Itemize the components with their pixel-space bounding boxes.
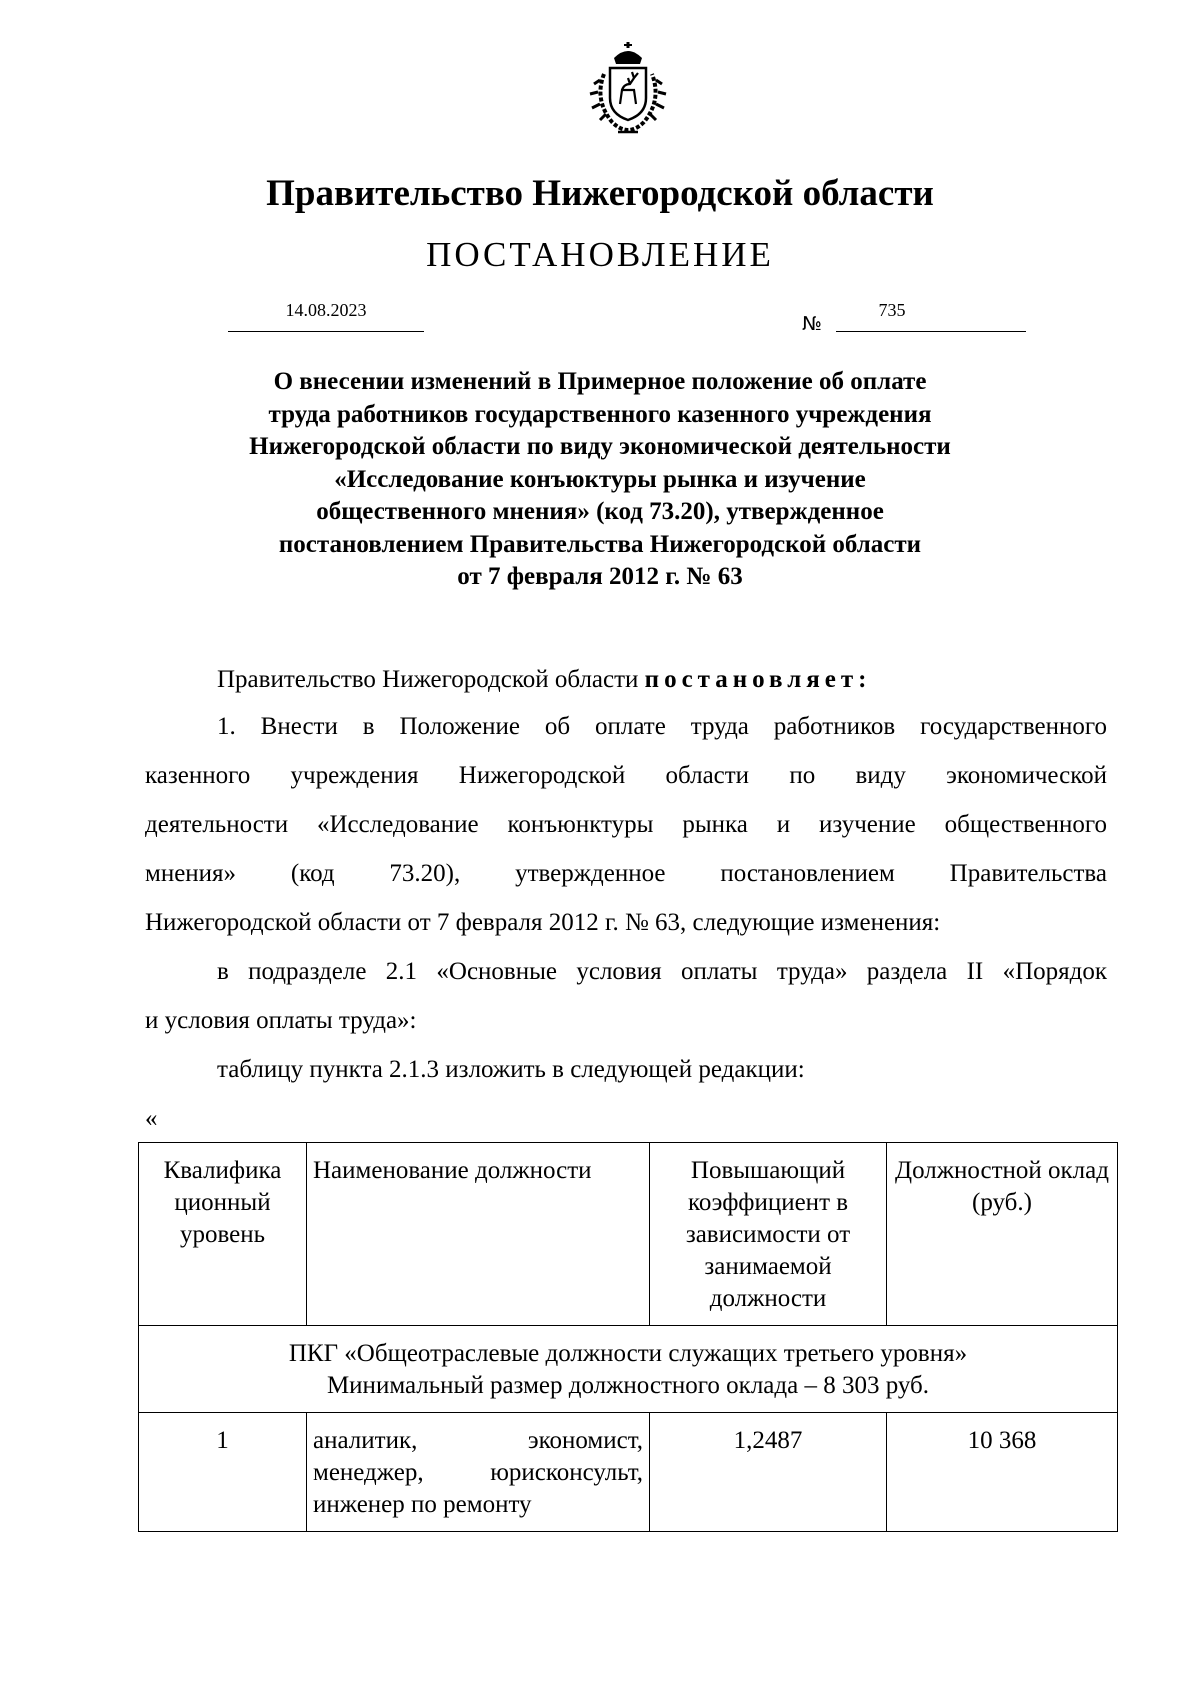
intro-text: Правительство Нижегородской области <box>217 666 639 693</box>
title-line: общественного мнения» (код 73.20), утвержденное <box>316 498 884 525</box>
title-line: от 7 февраля 2012 г. № 63 <box>457 563 743 590</box>
table-row <box>139 1413 1118 1532</box>
position-line: инженер по ремонту <box>313 1491 532 1518</box>
number-underline <box>836 331 1026 332</box>
resolution-intro <box>145 655 1107 704</box>
title-line: Нижегородской области по виду экономической деятельности <box>249 433 951 460</box>
paragraph-line: и условия оплаты труда»: <box>145 1007 417 1034</box>
document-title <box>150 366 1050 594</box>
date-underline <box>228 331 424 332</box>
paragraph-1 <box>145 702 1107 947</box>
number-sign: № <box>802 313 822 335</box>
group-min-salary: Минимальный размер должностного оклада – 8 303 руб. <box>326 1372 930 1399</box>
paragraph-line: 1. Внести в Положение об оплате труда работников государственного <box>217 713 1107 740</box>
position-line: менеджер, юрисконсульт, <box>313 1459 643 1486</box>
title-line: «Исследование конъюктуры рынка и изучение <box>334 465 866 493</box>
paragraph-line: Нижегородской области от 7 февраля 2012 г. № 63, следующие изменения: <box>145 909 941 936</box>
cell-positions <box>307 1413 650 1532</box>
group-caption <box>139 1326 1118 1413</box>
salary-table <box>138 1142 1118 1532</box>
paragraph-3: таблицу пункта 2.1.3 изложить в следующей редакции: <box>217 1056 805 1083</box>
table-header-row <box>139 1143 1118 1326</box>
coat-of-arms-icon <box>578 40 678 140</box>
table-group-row <box>139 1326 1118 1413</box>
resolves-word: постановляет: <box>644 666 872 693</box>
position-line: аналитик, экономист, <box>313 1427 643 1454</box>
cell-salary: 10 368 <box>887 1413 1118 1532</box>
header-coefficient: Повышающий коэффициент в зависимости от занимаемой должности <box>650 1143 887 1326</box>
header-qualification-level: Квалифика ционный уровень <box>139 1143 307 1326</box>
paragraph-line: в подразделе 2.1 «Основные условия оплаты труда» раздела II «Порядок <box>217 958 1107 985</box>
paragraph-line: деятельности «Исследование конъюнктуры рынка и изучение общественного <box>145 811 1107 838</box>
paragraph-2 <box>145 947 1107 1045</box>
title-line: О внесении изменений в Примерное положение об оплате <box>273 368 927 395</box>
open-quote: « <box>145 1105 158 1132</box>
header-position-name: Наименование должности <box>307 1143 650 1326</box>
paragraph-line: мнения» (код 73.20), утвержденное постановлением Правительства <box>145 860 1107 887</box>
header-salary: Должностной оклад (руб.) <box>887 1143 1118 1326</box>
cell-level: 1 <box>139 1413 307 1532</box>
organization-name: Правительство Нижегородской области <box>266 173 934 214</box>
title-line: труда работников государственного казенного учреждения <box>268 400 932 428</box>
group-title: ПКГ «Общеотраслевые должности служащих третьего уровня» <box>288 1340 968 1367</box>
cell-coefficient: 1,2487 <box>650 1413 887 1532</box>
document-date: 14.08.2023 <box>285 300 367 320</box>
document-type: ПОСТАНОВЛЕНИЕ <box>426 235 774 274</box>
paragraph-line: казенного учреждения Нижегородской области по виду экономической <box>145 762 1107 789</box>
title-line: постановлением Правительства Нижегородской области <box>278 530 922 558</box>
document-number: 735 <box>878 300 906 320</box>
